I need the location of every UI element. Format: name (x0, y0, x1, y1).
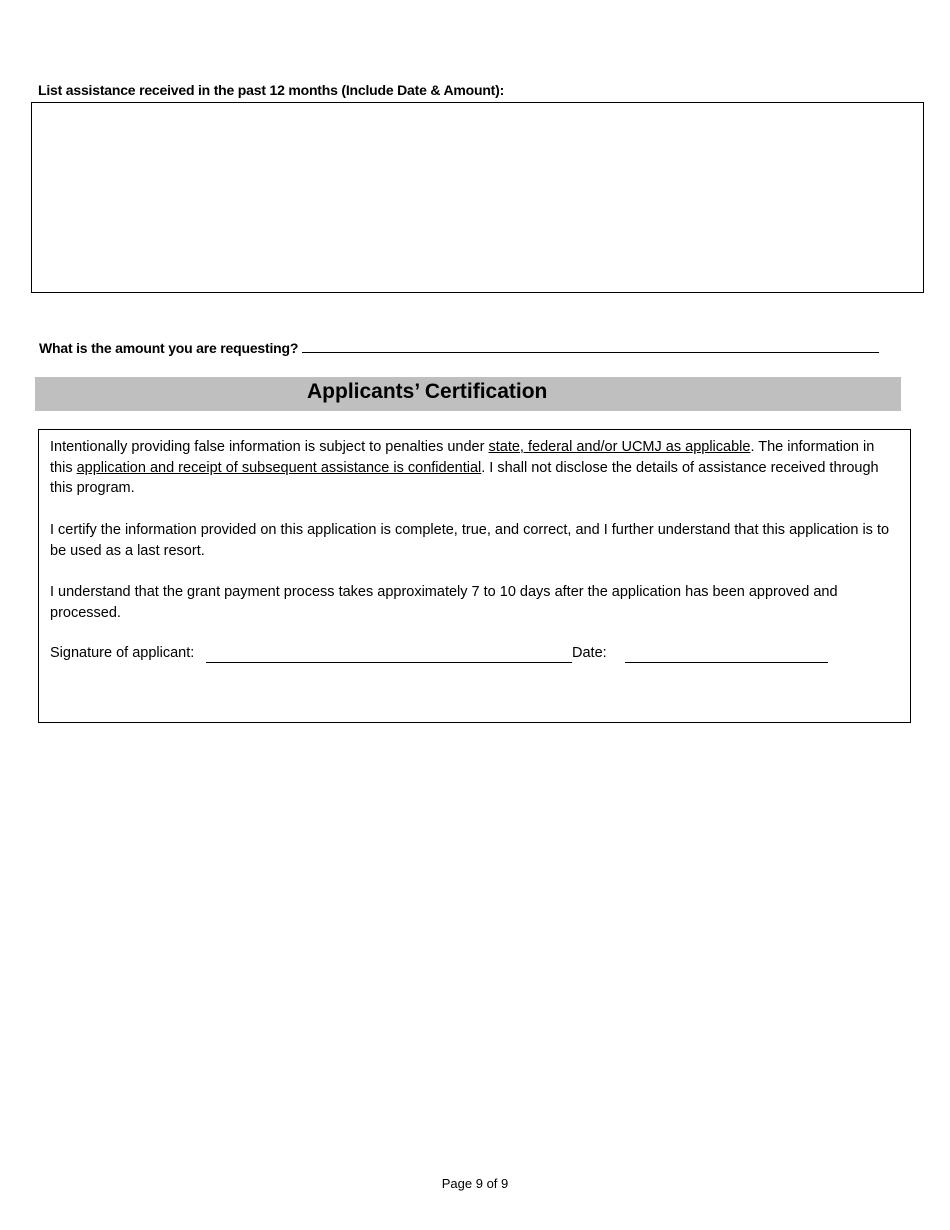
date-input-line[interactable] (625, 662, 828, 663)
page-number: Page 9 of 9 (441, 1176, 509, 1191)
p1-text-1: Intentionally providing false information is subject to penalties under (50, 439, 489, 455)
date-label: Date: (572, 645, 607, 661)
amount-label: What is the amount you are requesting? (39, 340, 299, 356)
amount-input-line[interactable] (302, 340, 879, 353)
certification-paragraph-payment: I understand that the grant payment process takes approximately 7 to 10 days after the application has been approved and processed. (50, 584, 838, 621)
certification-paragraph-penalties (50, 437, 895, 499)
certification-title: Applicants’ Certification (307, 380, 548, 403)
p1-text-3: . I shall not disclose the details of assistance received through this program. (50, 459, 879, 496)
amount-request-row (39, 340, 879, 356)
p1-underline-1: state, federal and/or UCMJ as applicable (488, 439, 751, 455)
certification-header (35, 377, 901, 411)
p1-text-2: . The information in this (50, 439, 875, 476)
assistance-label: List assistance received in the past 12 months (Include Date & Amount): (38, 82, 505, 98)
assistance-textarea[interactable] (31, 102, 924, 293)
p1-underline-2: application and receipt of subsequent assistance is confidential (76, 459, 482, 476)
signature-input-line[interactable] (206, 662, 572, 663)
signature-label: Signature of applicant: (50, 645, 195, 661)
certification-box (38, 429, 911, 723)
certification-paragraph-certify: I certify the information provided on this application is complete, true, and correct, and I further understand that this application is to be used as a last resort. (50, 522, 890, 559)
